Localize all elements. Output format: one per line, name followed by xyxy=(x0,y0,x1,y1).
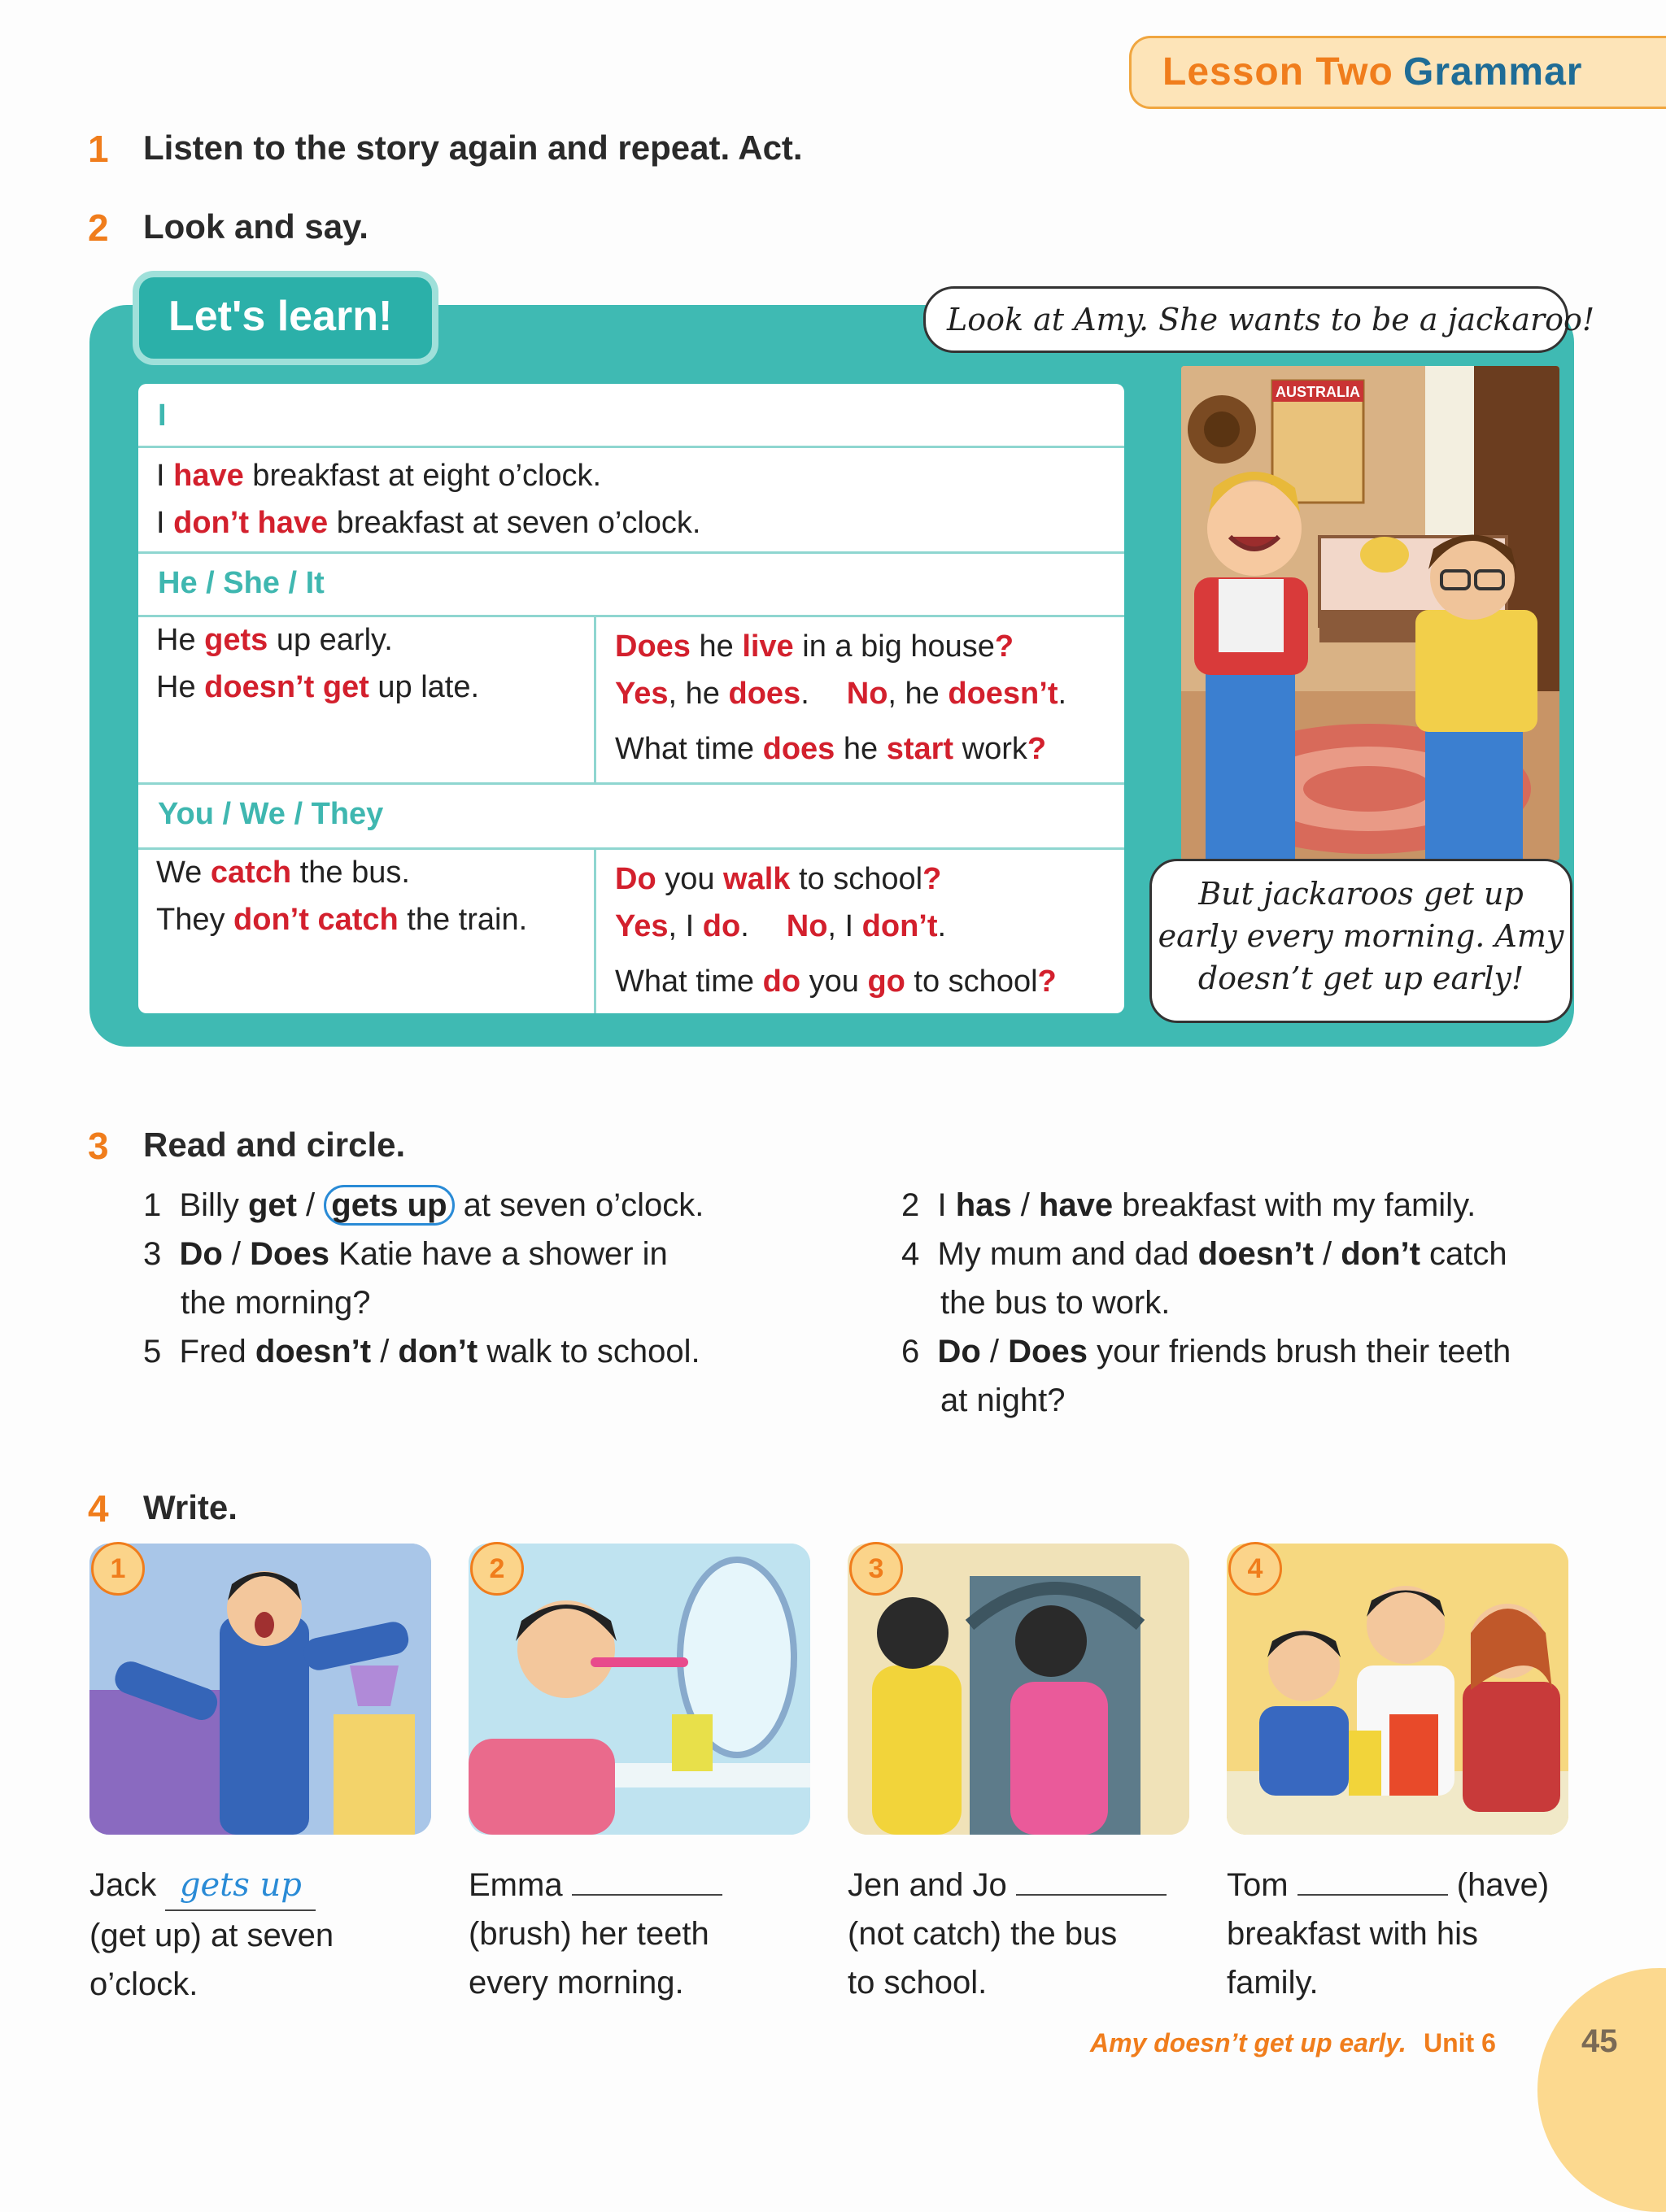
speech-bubble-bottom-line-3: doesn’t get up early! xyxy=(1197,960,1524,996)
footer-title: Amy doesn’t get up early. xyxy=(1090,2028,1407,2057)
footer-unit: Unit 6 xyxy=(1424,2028,1496,2057)
ex4-blank-3[interactable] xyxy=(1016,1861,1167,1896)
ex3-item-4-cont: the bus to work. xyxy=(940,1285,1171,1321)
ex3-item-6: 6 Do / Does your friends brush their teeth xyxy=(901,1334,1511,1369)
ex4-item-2-text: Emma (brush) her teeth every morning. xyxy=(469,1861,722,2007)
you-answer-1: Yes, I do. No, I don’t. xyxy=(615,909,947,943)
ex3-item-6-cont: at night? xyxy=(940,1382,1066,1418)
you-line-2: They don’t catch the train. xyxy=(156,903,528,937)
story-illustration xyxy=(1181,366,1559,860)
choice-do[interactable]: Do xyxy=(179,1236,223,1272)
ex4-number: 4 xyxy=(88,1487,109,1530)
ex4-badge-3: 3 xyxy=(849,1542,903,1596)
ex4-item-4-text: Tom (have) breakfast with his family. xyxy=(1227,1861,1549,2007)
picture-jack-waking xyxy=(89,1544,431,1835)
ex3-number: 3 xyxy=(88,1125,109,1167)
ex4-blank-2[interactable] xyxy=(572,1861,722,1896)
he-line-2: He doesn’t get up late. xyxy=(156,670,480,704)
section-you-we-they: You / We / They xyxy=(158,797,384,831)
choice-get[interactable]: get xyxy=(247,1187,297,1223)
speech-bubble-bottom-line-1: But jackaroos get up xyxy=(1198,876,1524,912)
choice-does[interactable]: Does xyxy=(250,1236,329,1272)
section-he-she-it: He / She / It xyxy=(158,566,325,600)
choice-dont[interactable]: don’t xyxy=(398,1334,478,1369)
lesson-header-tab xyxy=(1129,36,1666,109)
picture-jen-jo-school xyxy=(848,1544,1189,1835)
ex4-item-1-text: Jack gets up (get up) at seven o’clock. xyxy=(89,1861,334,2009)
section-i: I xyxy=(158,398,167,433)
he-question-1: Does he live in a big house? xyxy=(615,629,1014,664)
speech-bubble-bottom xyxy=(1149,859,1572,1023)
ex1-number: 1 xyxy=(88,128,109,170)
lesson-label: Lesson Two xyxy=(1162,50,1393,94)
speech-bubble-bottom-line-2: early every morning. Amy xyxy=(1158,918,1564,954)
ex1-instruction: Listen to the story again and repeat. Act. xyxy=(143,128,803,167)
ex3-item-4: 4 My mum and dad doesn’t / don’t catch xyxy=(901,1236,1507,1272)
grammar-table xyxy=(138,384,1124,1013)
ex4-item-3-text: Jen and Jo (not catch) the bus to school. xyxy=(848,1861,1167,2007)
lets-learn-title: Let's learn! xyxy=(168,293,393,340)
i-line-2: I don’t have breakfast at seven o’clock. xyxy=(156,506,701,540)
choice-have[interactable]: have xyxy=(1039,1187,1114,1223)
ex4-answer-1[interactable]: gets up xyxy=(165,1861,316,1911)
you-question-1: Do you walk to school? xyxy=(615,862,942,896)
ex3-instruction: Read and circle. xyxy=(143,1126,406,1164)
ex4-instruction: Write. xyxy=(143,1488,238,1526)
picture-emma-brushing xyxy=(469,1544,810,1835)
page-number: 45 xyxy=(1581,2023,1618,2059)
choice-has[interactable]: has xyxy=(955,1187,1012,1223)
he-question-2: What time does he start work? xyxy=(615,732,1047,766)
choice-doesnt[interactable]: doesn’t xyxy=(255,1334,372,1369)
ex3-item-3: 3 Do / Does Katie have a shower in xyxy=(143,1236,668,1272)
choice-gets-up[interactable]: gets up xyxy=(324,1185,454,1226)
he-answer-1: Yes, he does. No, he doesn’t. xyxy=(615,677,1067,711)
ex2-instruction: Look and say. xyxy=(143,207,369,246)
ex4-badge-2: 2 xyxy=(470,1542,524,1596)
you-line-1: We catch the bus. xyxy=(156,856,410,890)
poster-text: AUSTRALIA xyxy=(1276,384,1360,400)
ex4-badge-1: 1 xyxy=(91,1542,145,1596)
ex3-item-2: 2 I has / have breakfast with my family. xyxy=(901,1187,1476,1223)
ex3-item-1: 1 Billy get / gets up at seven o’clock. xyxy=(143,1187,704,1224)
ex3-item-5: 5 Fred doesn’t / don’t walk to school. xyxy=(143,1334,700,1369)
lets-learn-tab xyxy=(133,271,438,365)
ex4-blank-4[interactable] xyxy=(1297,1861,1448,1896)
page-corner-decoration xyxy=(1537,1968,1666,2212)
section-label: Grammar xyxy=(1403,50,1583,94)
you-question-2: What time do you go to school? xyxy=(615,964,1057,999)
i-line-1: I have breakfast at eight o’clock. xyxy=(156,459,602,493)
speech-bubble-top-text: Look at Amy. She wants to be a jackaroo! xyxy=(947,302,1595,337)
ex3-item-3-cont: the morning? xyxy=(181,1285,371,1321)
bedroom-scene xyxy=(1181,366,1559,860)
he-line-1: He gets up early. xyxy=(156,623,393,657)
ex2-number: 2 xyxy=(88,207,109,249)
choice-do[interactable]: Do xyxy=(937,1334,981,1369)
ex4-badge-4: 4 xyxy=(1228,1542,1282,1596)
choice-dont[interactable]: don’t xyxy=(1341,1236,1420,1272)
picture-tom-breakfast xyxy=(1227,1544,1568,1835)
speech-bubble-top xyxy=(923,286,1595,353)
choice-does[interactable]: Does xyxy=(1008,1334,1088,1369)
choice-doesnt[interactable]: doesn’t xyxy=(1197,1236,1314,1272)
